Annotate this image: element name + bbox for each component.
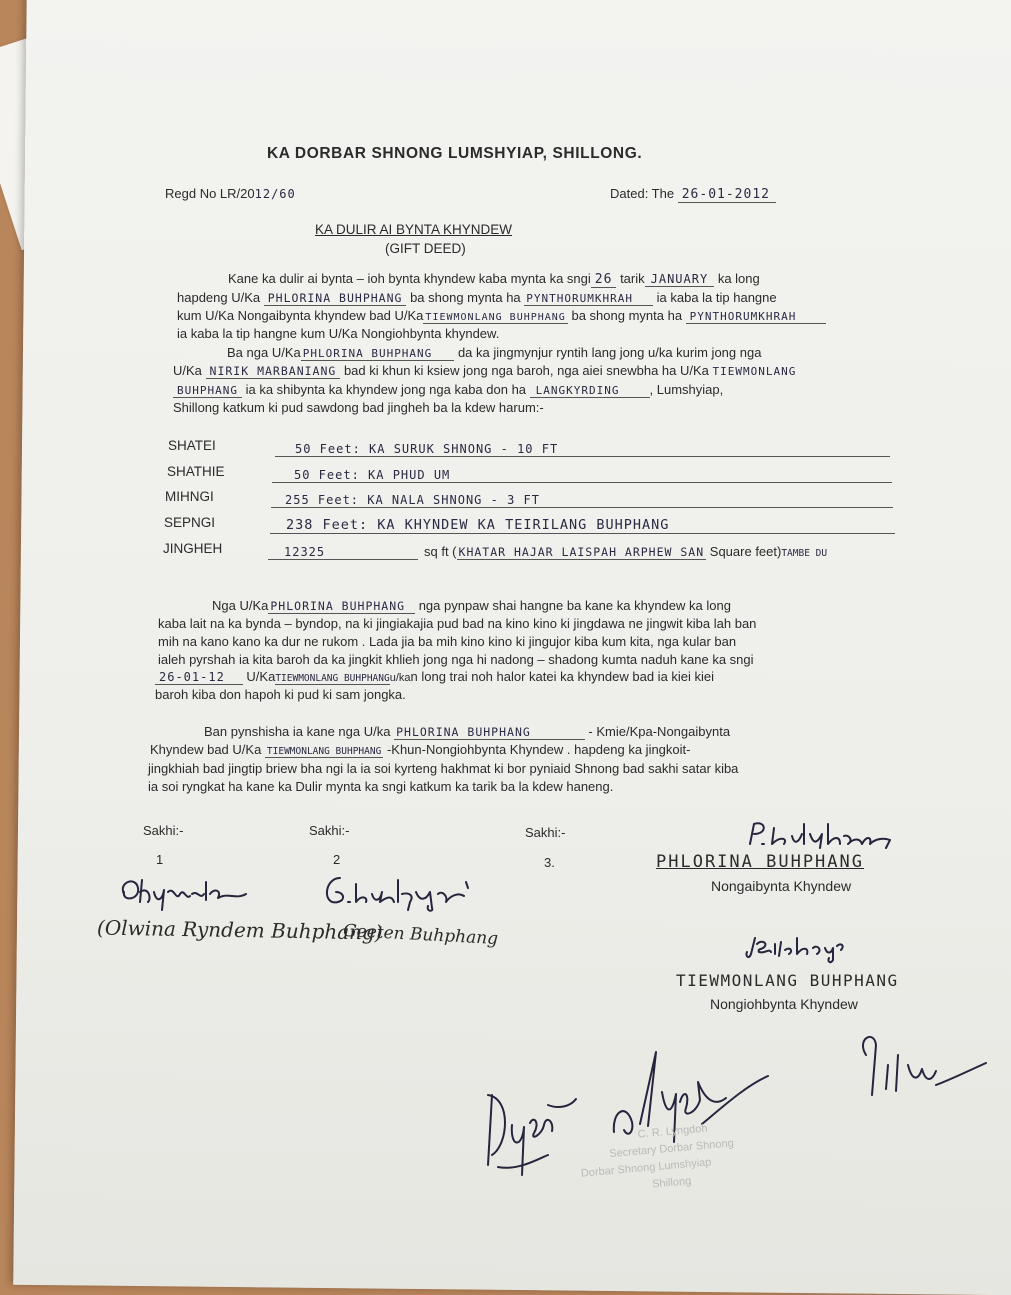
text: , Lumshyiap, [649, 382, 724, 397]
text: Nga U/Ka [212, 598, 269, 613]
stamp-line-2: Secretary Dorbar Shnong [608, 1137, 735, 1161]
boundary-field-shathie [272, 463, 892, 483]
donor-name: PHLORINA BUHPHANG [394, 725, 585, 740]
witness-number-1: 1 [156, 852, 164, 867]
text: hapdeng U/Ka [177, 290, 261, 305]
para1-line2 [177, 290, 777, 305]
para4-line1 [204, 724, 730, 739]
donee-printed-name: TIEWMONLANG BUHPHANG [676, 971, 899, 990]
boundary-value-sepngi: 238 Feet: KA KHYNDEW KA TEIRILANG BUHPHANG [286, 517, 670, 533]
para2-line1 [227, 345, 761, 360]
text: tarik [620, 271, 645, 286]
text: ia kaba la tip hangne [656, 290, 777, 305]
text: da ka jingmynjur ryntih lang jong u/ka kurim jong nga [457, 345, 762, 360]
para2-line2 [173, 363, 796, 378]
boundary-label-shathie: SHATHIE [167, 464, 225, 479]
text: Kane ka dulir ai bynta – ioh bynta khyndew kaba mynta ka sngi [228, 271, 591, 286]
regd-label: Regd No LR/20 [165, 186, 255, 201]
area-in-words: KHATAR HAJAR LAISPAH ARPHEW SAN [458, 545, 705, 559]
dated-label: Dated: The [610, 186, 675, 201]
boundary-label-mihngi: MIHNGI [165, 489, 214, 504]
donor-name: PHLORINA BUHPHANG [301, 347, 455, 361]
donor-name: PHLORINA BUHPHANG [268, 599, 415, 614]
text: U/Ka [246, 669, 276, 684]
sakhi-label-1: Sakhi:- [143, 823, 184, 838]
boundary-field-mihngi [271, 488, 893, 508]
text: nga pynpaw shai hangne ba kane ka khyndew ka long [418, 598, 731, 613]
text: U/Ka [173, 363, 202, 378]
deed-day: 26 [591, 272, 617, 288]
donee-place: PYNTHORUMKHRAH [686, 310, 827, 324]
para3-line5 [155, 669, 714, 684]
text: - Kmie/Kpa-Nongaibynta [588, 724, 731, 739]
regd-value: 12/60 [254, 187, 296, 201]
stamp-line-4: Shillong [651, 1175, 692, 1191]
boundary-label-sepngi: SEPNGI [164, 515, 216, 530]
text: bad ki khun ki ksiew jong nga baroh, nga aiei snewbha ha U/Ka [343, 363, 709, 378]
para3-line1 [212, 598, 731, 613]
boundary-field-shatei [275, 438, 890, 457]
jingheh-words-line [424, 544, 827, 559]
text: n long trai noh halor katei ka khyndew bad ia kiei kiei [410, 669, 715, 684]
donor-name: PHLORINA BUHPHANG [264, 291, 407, 306]
official-signature-3 [852, 1025, 992, 1105]
witness1-name: (Olwina Ryndem Buhphang) [96, 915, 383, 945]
official-signature-1 [478, 1075, 578, 1185]
para2-line3 [173, 382, 723, 397]
donor-printed-name: PHLORINA BUHPHANG [656, 852, 864, 872]
boundary-value-shatei: 50 Feet: KA SURUK SHNONG - 10 FT [295, 442, 559, 456]
text: ka long [717, 271, 760, 286]
effective-date: 26-01-12 [155, 670, 243, 685]
donee-name: TIEWMONLANG BUHPHANG [266, 746, 382, 757]
boundary-value-mihngi: 255 Feet: KA NALA SHNONG - 3 FT [285, 493, 540, 507]
text: u/ka [389, 672, 411, 684]
para4-line4: ia soi ryngkat ha kane ka Dulir mynta ka sngi katkum ka tarik ba la kdew haneng. [148, 779, 614, 794]
para3-line6: baroh kiba don hapoh ki pud ki sam jongka. [155, 687, 406, 702]
para3-line3: mih na kano kano ka dur ne rukom . Lada jia ba mih kino kino ki jingujor kiba kum kita, nga kular ban [158, 634, 737, 649]
para1-line3 [177, 308, 826, 323]
registration-number [165, 186, 296, 201]
witness-number-3: 3. [544, 855, 555, 870]
boundary-field-sepngi [270, 514, 895, 534]
donee-signature [745, 934, 855, 964]
text: ba shong mynta ha [571, 308, 683, 323]
stamp-line-1: C. R. Lyngdoh [637, 1122, 708, 1141]
spouse-name: NIRIK MARBANIANG [206, 364, 341, 379]
para4-line3: jingkhiah bad jingtip briew bha ngi la ia soi kyrteng hakhmat ki bor pyniaid Shnong bad sakhi satar kiba [148, 761, 739, 776]
donor-role: Nongaibynta Khyndew [711, 878, 852, 894]
para4-line2 [150, 742, 690, 757]
donee-name: TIEWMONLANG BUHPHANG [275, 673, 390, 684]
donor-place: PYNTHORUMKHRAH [524, 292, 653, 306]
date-line [610, 186, 776, 202]
deed-title: KA DULIR AI BYNTA KHYNDEW [315, 222, 513, 237]
para2-line4: Shillong katkum ki pud sawdong bad jingheh ba la kdew harum:- [173, 400, 544, 415]
witness2-signature [322, 872, 472, 912]
para1-line4: ia kaba la tip hangne kum U/Ka Nongiohbynta khyndew. [177, 326, 500, 341]
text: ba shong mynta ha [410, 290, 521, 305]
donee-name-part1: TIEWMONLANG [712, 365, 797, 378]
boundary-label-shatei: SHATEI [168, 438, 216, 453]
stamp-line-3: Dorbar Shnong Lumshyiap [580, 1156, 712, 1180]
witness1-signature [118, 872, 258, 912]
para1-line1 [228, 271, 760, 287]
boundary-value-shathie: 50 Feet: KA PHUD UM [294, 468, 451, 482]
text: Ban pynshisha ia kane nga U/ka [204, 724, 391, 739]
witness-number-2: 2 [333, 852, 341, 867]
text: Square feet) [709, 544, 782, 559]
donee-name: TIEWMONLANG BUHPHANG [425, 312, 566, 323]
para3-line2: kaba lait na ka bynda – byndop, na ki jingiakajia pud bad na kino kino ki jingdawa ne jingwit kiba lah ban [158, 616, 757, 631]
boundary-field-jingheh [268, 540, 418, 560]
witness2-name: Geeten Buhphang [342, 920, 499, 950]
text: Khyndew bad U/Ka [150, 742, 262, 757]
para3-line4: ialeh pyrshah ia kita baroh da ka jingkit khlieh jong nga hi nadong – shadong kumta naduh kane ka sngi [158, 652, 754, 667]
document-title: KA DORBAR SHNONG LUMSHYIAP, SHILLONG. [267, 145, 643, 162]
deed-month: JANUARY [645, 272, 715, 287]
sakhi-label-2: Sakhi:- [309, 823, 350, 838]
sakhi-label-3: Sakhi:- [525, 825, 566, 840]
boundary-label-jingheh: JINGHEH [163, 541, 223, 556]
land-location: LANGKYRDING [530, 384, 650, 398]
official-stamp [577, 1118, 737, 1199]
text: Ba nga U/Ka [227, 345, 301, 360]
donee-role: Nongiohbynta Khyndew [710, 996, 858, 1012]
deed-subtitle: (GIFT DEED) [385, 241, 466, 256]
boundary-value-jingheh: 12325 [284, 545, 326, 559]
text: kum U/Ka Nongaibynta khyndew bad U/Ka [177, 308, 424, 323]
text: ia ka shibynta ka khyndew jong nga kaba don ha [245, 382, 527, 397]
donee-name-part2: BUHPHANG [173, 384, 242, 398]
text: sq ft ( [424, 544, 457, 559]
donor-signature [744, 818, 904, 850]
area-extra: TAMBE DU [781, 548, 828, 559]
text: -Khun-Nongiohbynta Khyndew . hapdeng ka jingkoit- [386, 742, 691, 757]
dated-value: 26-01-2012 [678, 187, 776, 203]
